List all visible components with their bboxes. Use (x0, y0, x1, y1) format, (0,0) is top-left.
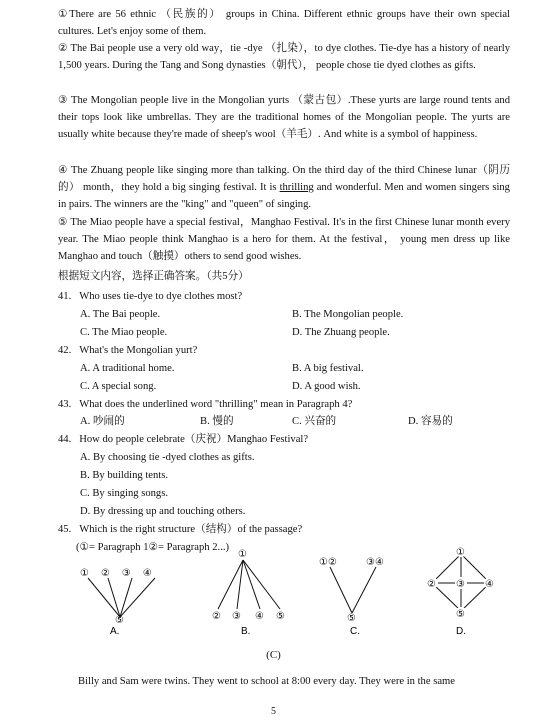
diagram-a-bottom-node: ⑤ (115, 615, 124, 626)
q41-option-c[interactable]: C. The Miao people. (80, 327, 168, 338)
structure-diagrams (0, 543, 547, 643)
diagram-b-node-3: ③ (232, 611, 241, 622)
q41-option-b[interactable]: B. The Mongolian people. (292, 309, 404, 320)
paragraph-4 (58, 162, 510, 214)
diagram-d-node-4: ④ (485, 579, 494, 590)
paragraph-4-start: ④ The Zhuang people like singing more than talking. On the third day of the third Chinese lunar（阴历的） month，they hold a big singing festival. It is (58, 165, 510, 194)
paragraph-3: ③ The Mongolian people live in the Mongolian yurts （蒙古包）.These yurts are large round tents and their tops look like umbrellas. They are the traditional homes of the Mongolian people. The yurts are usually white because they're made of sheep's wool（羊毛）. And white is a symbol of happiness. (58, 95, 510, 141)
q44-option-c[interactable]: C. By singing songs. (80, 488, 169, 499)
page-number: 5 (271, 706, 276, 717)
paragraph-5: ⑤ The Miao people have a special festival，Manghao Festival. It's in the first Chinese lunar month every year. The Miao people think Manghao is a hero for them. At the festival， young men dress up like Manghao and touch（触摸）others to send good wishes. (58, 217, 510, 263)
paragraph-4-end: and wonderful. Men and women singers sing in pairs. The winners are the "king" and "queen" of singing. (58, 182, 510, 211)
paragraph-2: ② The Bai people use a very old way，tie -dye （扎染），to dye clothes. Tie-dye has a history of nearly 1,500 years. During the Tang and Song dynasties（朝代）， people chose tie dyed clothes as gifts. (58, 43, 510, 72)
diagram-a-label: A. (110, 626, 120, 637)
diagram-d-node-1: ① (456, 547, 465, 558)
diagram-c-label: C. (350, 626, 360, 637)
next-passage-text: Billy and Sam were twins. They went to school at 8:00 every day. They were in the same (78, 676, 455, 687)
q44-option-b[interactable]: B. By building tents. (80, 470, 168, 481)
q42-option-c[interactable]: C. A special song. (80, 381, 157, 392)
diagram-b-label: B. (241, 626, 251, 637)
section-heading: (C) (266, 649, 281, 661)
question-42: 42. What's the Mongolian yurt? (58, 345, 198, 356)
diagram-a[interactable] (88, 578, 155, 617)
diagram-d-node-5: ⑤ (456, 609, 465, 620)
question-41: 41. Who uses tie-dye to dye clothes most? (58, 291, 243, 302)
q45-note: (①= Paragraph 1②= Paragraph 2...) (76, 542, 230, 553)
diagram-d-node-3: ③ (456, 579, 465, 590)
question-43: 43. What does the underlined word "thrilling" mean in Paragraph 4? (58, 399, 353, 410)
diagram-b-node-4: ④ (255, 611, 264, 622)
instruction: 根据短文内容，选择正确答案。（共5分） (58, 271, 249, 282)
q41-option-a[interactable]: A. The Bai people. (80, 309, 161, 320)
diagram-b-node-2: ② (212, 611, 221, 622)
diagram-b-top-node: ① (238, 549, 247, 560)
diagram-b-node-5: ⑤ (276, 611, 285, 622)
question-44: 44. How do people celebrate（庆祝）Manghao Festival? (58, 434, 309, 445)
diagram-d-label: D. (456, 626, 466, 637)
q42-option-d[interactable]: D. A good wish. (292, 381, 361, 392)
diagram-d-node-2: ② (427, 579, 436, 590)
q43-option-c[interactable]: C. 兴奋的 (292, 416, 337, 427)
underlined-word-thrilling: thrilling (279, 182, 314, 194)
q44-option-d[interactable]: D. By dressing up and touching others. (80, 506, 246, 517)
q41-option-d[interactable]: D. The Zhuang people. (292, 327, 390, 338)
q42-option-a[interactable]: A. A traditional home. (80, 363, 175, 374)
diagram-c[interactable] (330, 567, 376, 613)
diagram-c-bottom-node: ⑤ (347, 613, 356, 624)
q43-option-b[interactable]: B. 慢的 (200, 416, 234, 427)
q43-option-a[interactable]: A. 吵闹的 (80, 416, 125, 427)
question-45: 45. Which is the right structure（结构）of the passage? (58, 524, 303, 535)
diagram-a-top-nodes: ①②③④ (80, 568, 164, 579)
q44-option-a[interactable]: A. By choosing tie -dyed clothes as gifts. (80, 452, 255, 463)
diagram-c-left-nodes: ①② (319, 557, 337, 568)
paragraph-1: ①There are 56 ethnic （民族的） groups in China. Different ethnic groups have their own special cultures. Let's enjoy some of them. (58, 9, 510, 38)
q42-option-b[interactable]: B. A big festival. (292, 363, 364, 374)
diagram-c-right-nodes: ③④ (366, 557, 384, 568)
q43-option-d[interactable]: D. 容易的 (408, 416, 453, 427)
diagram-b[interactable] (218, 560, 280, 609)
